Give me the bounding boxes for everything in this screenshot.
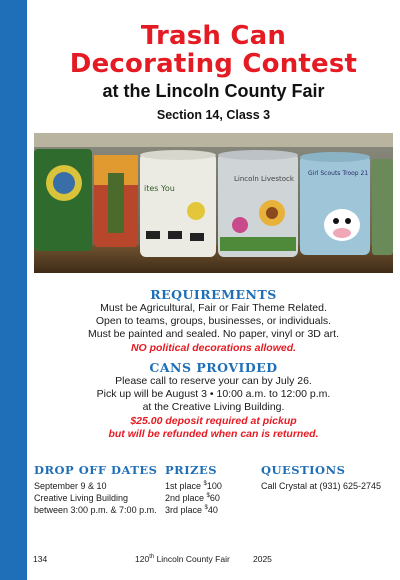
requirements-line: Must be Agricultural, Fair or Fair Theme Related. (100, 302, 327, 314)
section-class: Section 14, Class 3 (156, 108, 271, 122)
questions-line: Call Crystal at (931) 625-2745 (261, 481, 382, 491)
requirements-line: Open to teams, groups, businesses, or individuals. (95, 315, 332, 328)
questions-column (261, 463, 396, 492)
cans-line: Pick up will be August 3 • 10:00 a.m. to 12:00 p.m. (96, 388, 331, 401)
cans-provided-section (27, 360, 400, 441)
left-color-bar (0, 0, 27, 580)
prize-item: 2nd place $60 (165, 493, 220, 503)
title-line-2: Decorating Contest (69, 49, 358, 79)
page-number: 134 (33, 554, 48, 564)
requirements-section (27, 287, 400, 355)
dropoff-line: Creative Living Building (34, 493, 129, 503)
dropoff-line: between 3:00 p.m. & 7:00 p.m. (34, 505, 157, 515)
photo-can-text-2: Lincoln Livestock (234, 175, 294, 183)
cans-heading: CANS PROVIDED (149, 360, 278, 375)
questions-heading: QUESTIONS (261, 463, 346, 477)
footer-fair-title: 120th Lincoln County Fair (135, 554, 230, 564)
prize-item: 3rd place $40 (165, 505, 218, 515)
dropoff-heading: DROP OFF DATES (34, 463, 158, 477)
cans-note: but will be refunded when can is returned. (108, 427, 319, 440)
prize-item: 1st place $100 (165, 481, 222, 491)
dropoff-line: September 9 & 10 (34, 481, 107, 491)
prizes-heading: PRIZES (165, 463, 218, 477)
trash-cans-photo (34, 133, 393, 273)
cans-line: Please call to reserve your can by July 26. (115, 375, 312, 387)
title-line-1: Trash Can (140, 21, 287, 51)
requirements-note: NO political decorations allowed. (130, 341, 297, 354)
cans-note: $25.00 deposit required at pickup (130, 414, 297, 427)
page-content (27, 0, 400, 580)
subtitle: at the Lincoln County Fair (102, 81, 325, 101)
footer-year: 2025 (253, 554, 272, 564)
requirements-line: Must be painted and sealed. No paper, vinyl or 3D art. (88, 328, 339, 341)
photo-can-text-3: Girl Scouts Troop 21 (308, 170, 369, 177)
dropoff-column (34, 463, 164, 516)
requirements-heading: REQUIREMENTS (150, 287, 277, 302)
prizes-column (165, 463, 255, 516)
cans-line: at the Creative Living Building. (142, 401, 285, 414)
photo-can-text-1: ites You (144, 184, 175, 193)
